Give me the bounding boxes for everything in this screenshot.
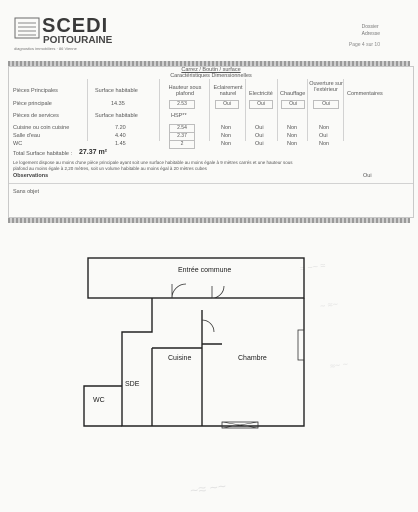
col-header-eclairement: Eclairement naturel bbox=[213, 85, 243, 97]
conformity-note: Le logement dispose au moins d'une pièce principale ayant soit une surface habitable au moins égale à 9 mètres carrés et une hauteur sous plafond au moins égale à 2,20 mètres, soit un volume habitable au moins égal à 20 mètres cubes bbox=[13, 160, 293, 171]
room-wc-label: WC bbox=[93, 397, 105, 404]
surface-table: Carrez / Boutin / surface Caractéristiques Dimensionnelles Pièces Principales Surface habitable Hauteur sous plafond Eclairement naturel Electricité Chauffage Ouverture sur l'extérieur Commentaires Pièce principale 14.35 2.53 Oui Oui Oui Oui Pièces de services Surface habitable HSP** Cuisine ou coin cuisine 7.20 2.54 Non Oui Non Non Salle d'eau 4.40 2.37 Non Oui Non Oui WC 1.45 2 Non Oui Non Non Total Surface habitable : 27.37 m² Le logement dispose au moins d'une pièce principale ayant soit une surface habitable au moins égale à 9 mètres carrés et une hauteur sous plafond au moins égale à 2,20 mètres, soit un volume habitable au moins égal à 20 mètres cubes Oui Observations Sans objet bbox=[8, 66, 414, 218]
conformity-answer: Oui bbox=[363, 173, 372, 179]
table-bottom-band bbox=[8, 218, 410, 223]
room-kitchen-label: Cuisine bbox=[168, 355, 192, 362]
col-header-electricite: Electricité bbox=[249, 91, 273, 97]
room-sde-label: SDE bbox=[125, 381, 140, 388]
client-line-1: Dossier bbox=[361, 24, 379, 30]
document-page: SCEDI POITOURAINE diagnostics immobiliers · 86 Vienne Dossier Adresse Page 4 sur 10 Carrez / Boutin / surface Caractéristiques Dimensionnelles Pièces Principales Surface habitable Hauteur sous plafond Eclairement naturel Electricité Chauffage Ouverture sur l'extérieur Commentaires Pièce principale 14.35 2.53 Oui Oui Oui Oui Pièces de services Surface habitable HSP** Cuisine ou coin cuisine 7.20 2.54 Non Oui Non Non Salle d'eau 4.40 2.37 Non Oui Non Oui WC 1.45 2 Non Oui Non Non Total Surface habitable : 27.37 m² Le logement dispose au moins d'une pièce principale ayant soit une surface habitable au moins égale à 9 mètres carrés et une hauteur sous plafond au moins égale à 2,20 mètres, soit un volume habitable au moins égal à 20 mètres cubes Oui Observations Sans objet ≈ ~~ ≈ ~ ≈~ ≈~ ~ ~≈ ~~ Entrée commune Cuisine Chambre SDE WC bbox=[0, 0, 418, 512]
col-header-chauffage: Chauffage bbox=[280, 91, 306, 97]
page-reference: Page 4 sur 10 bbox=[348, 42, 380, 48]
total-value: 27.37 m² bbox=[79, 149, 108, 156]
col-header-pieces: Pièces Principales bbox=[13, 88, 58, 94]
corridor-label: Entrée commune bbox=[178, 267, 232, 274]
logo-subtitle: POITOURAINE bbox=[43, 35, 113, 46]
client-line-2: Adresse bbox=[361, 31, 380, 37]
observations-label: Observations bbox=[13, 173, 49, 179]
logo-title: SCEDI bbox=[42, 15, 109, 37]
room-bedroom-label: Chambre bbox=[238, 355, 267, 362]
floor-plan bbox=[0, 240, 418, 512]
client-block bbox=[362, 24, 380, 38]
col-header-ouverture: Ouverture sur l'extérieur bbox=[309, 81, 343, 93]
observations-text: Sans objet bbox=[13, 189, 39, 195]
logo-tagline: diagnostics immobiliers · 86 Vienne bbox=[14, 46, 77, 51]
logo-icon bbox=[14, 14, 40, 40]
col-header-hauteur: Hauteur sous plafond bbox=[168, 85, 202, 97]
table-title: Carrez / Boutin / surface Caractéristiques Dimensionnelles bbox=[170, 67, 252, 79]
col-header-commentaires: Commentaires bbox=[347, 91, 383, 97]
col-header-surface: Surface habitable bbox=[95, 88, 138, 94]
